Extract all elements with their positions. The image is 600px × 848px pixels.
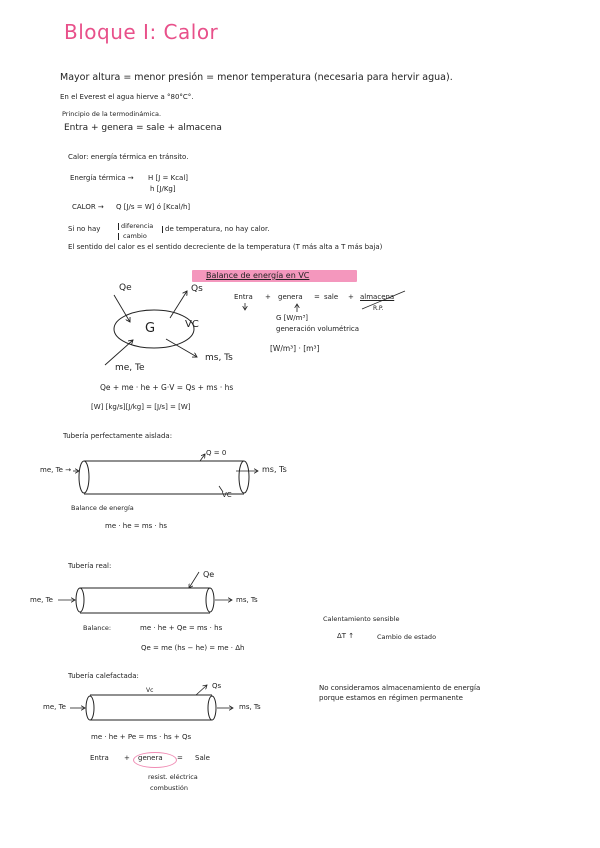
note-delta-t: ΔT ↑ xyxy=(337,632,355,640)
def-energia-H: H [J = Kcal] xyxy=(148,174,189,182)
eq-plus2: + xyxy=(348,293,354,301)
eq-sale: sale xyxy=(324,293,339,301)
intro-line-everest: En el Everest el agua hierve a °80°C°. xyxy=(60,93,194,101)
calef-entra: Entra xyxy=(90,754,109,762)
eq-equals: = xyxy=(314,293,320,301)
label-qs: Qs xyxy=(191,284,203,294)
aislada-out: ms, Ts xyxy=(262,465,287,474)
label-vc: VC xyxy=(185,319,199,330)
real-equation1: me · he + Qe = ms · hs xyxy=(140,624,223,632)
def-energia-h: h [J/Kg] xyxy=(150,185,176,193)
heading-tuberia-real: Tubería real: xyxy=(68,562,112,570)
calef-note-combustion: combustión xyxy=(150,784,188,792)
note-almacenamiento-1: No consideramos almacenamiento de energía xyxy=(319,684,481,692)
def-calor-label: CALOR → xyxy=(72,203,104,211)
label-in: me, Te xyxy=(115,363,145,373)
eq-genera: genera xyxy=(278,293,303,301)
note-almacenamiento-2: porque estamos en régimen permanente xyxy=(319,694,463,702)
intro-line-principio: Principio de la termodinámica. xyxy=(62,110,162,118)
eq-entra: Entra xyxy=(234,293,253,301)
vc-equation: Qe + me · he + G·V = Qs + ms · hs xyxy=(100,383,234,392)
eq-rp: R.P. xyxy=(373,305,384,312)
calef-vc: Vc xyxy=(146,687,154,694)
label-g: G xyxy=(145,321,156,336)
calef-qs: Qs xyxy=(212,682,222,690)
eq-almacena: almacena xyxy=(360,293,395,301)
calef-out: ms, Ts xyxy=(239,703,261,711)
aislada-vc: VC xyxy=(222,491,232,499)
def-calor-units: Q [J/s = W] ó [Kcal/h] xyxy=(116,203,191,211)
heading-tuberia-calefactada: Tubería calefactada: xyxy=(68,672,139,680)
def-no-diff-opt1: diferencia xyxy=(118,223,153,230)
def-no-diff-opt2: cambio xyxy=(118,233,147,240)
note-cambio: Cambio de estado xyxy=(377,633,437,641)
aislada-balance-label: Balance de energía xyxy=(71,504,134,512)
g-vol-units: [W/m³] · [m³] xyxy=(270,344,320,353)
calef-equation: me · he + Pe = ms · hs + Qs xyxy=(91,733,192,741)
calef-plus: + xyxy=(124,754,130,762)
calef-genera: genera xyxy=(138,754,163,762)
heading-balance-vc: Balance de energía en VC xyxy=(206,271,310,280)
g-desc: generación volumétrica xyxy=(276,325,360,333)
def-calor: Calor: energía térmica en tránsito. xyxy=(68,153,189,161)
real-in: me, Te xyxy=(30,596,53,604)
aislada-in: me, Te → xyxy=(40,466,72,474)
calef-equals: = xyxy=(177,754,183,762)
label-out: ms, Ts xyxy=(205,353,233,363)
def-sentido: El sentido del calor es el sentido decreciente de la temperatura (T más alta a T más baja) xyxy=(68,243,383,251)
eq-plus1: + xyxy=(265,293,271,301)
g-units: G [W/m³] xyxy=(276,314,309,322)
page-title: Bloque I: Calor xyxy=(64,20,219,44)
def-no-diff-b: de temperatura, no hay calor. xyxy=(162,226,269,233)
real-equation2: Qe = me (hs − he) = me · Δh xyxy=(141,644,245,652)
real-out: ms, Ts xyxy=(236,596,258,604)
label-qe: Qe xyxy=(119,283,132,293)
intro-line-balance-words: Entra + genera = sale + almacena xyxy=(64,123,222,133)
def-energia-label: Energía térmica → xyxy=(70,174,134,182)
def-no-diff-a: Si no hay xyxy=(68,225,101,233)
real-balance-label: Balance: xyxy=(83,624,112,632)
calef-note-resist: resist. eléctrica xyxy=(148,773,198,781)
note-calentamiento: Calentamiento sensible xyxy=(323,615,400,623)
heading-tuberia-aislada: Tubería perfectamente aislada: xyxy=(63,432,173,440)
real-qe: Qe xyxy=(203,570,215,579)
intro-line-altura: Mayor altura = menor presión = menor temperatura (necesaria para hervir agua). xyxy=(60,72,453,83)
calef-in: me, Te xyxy=(43,703,66,711)
vc-units: [W] [kg/s][J/kg] = [J/s] = [W] xyxy=(91,403,191,411)
calef-sale: Sale xyxy=(195,754,210,762)
aislada-equation: me · he = ms · hs xyxy=(105,522,168,530)
aislada-q0: Q = 0 xyxy=(206,449,227,457)
